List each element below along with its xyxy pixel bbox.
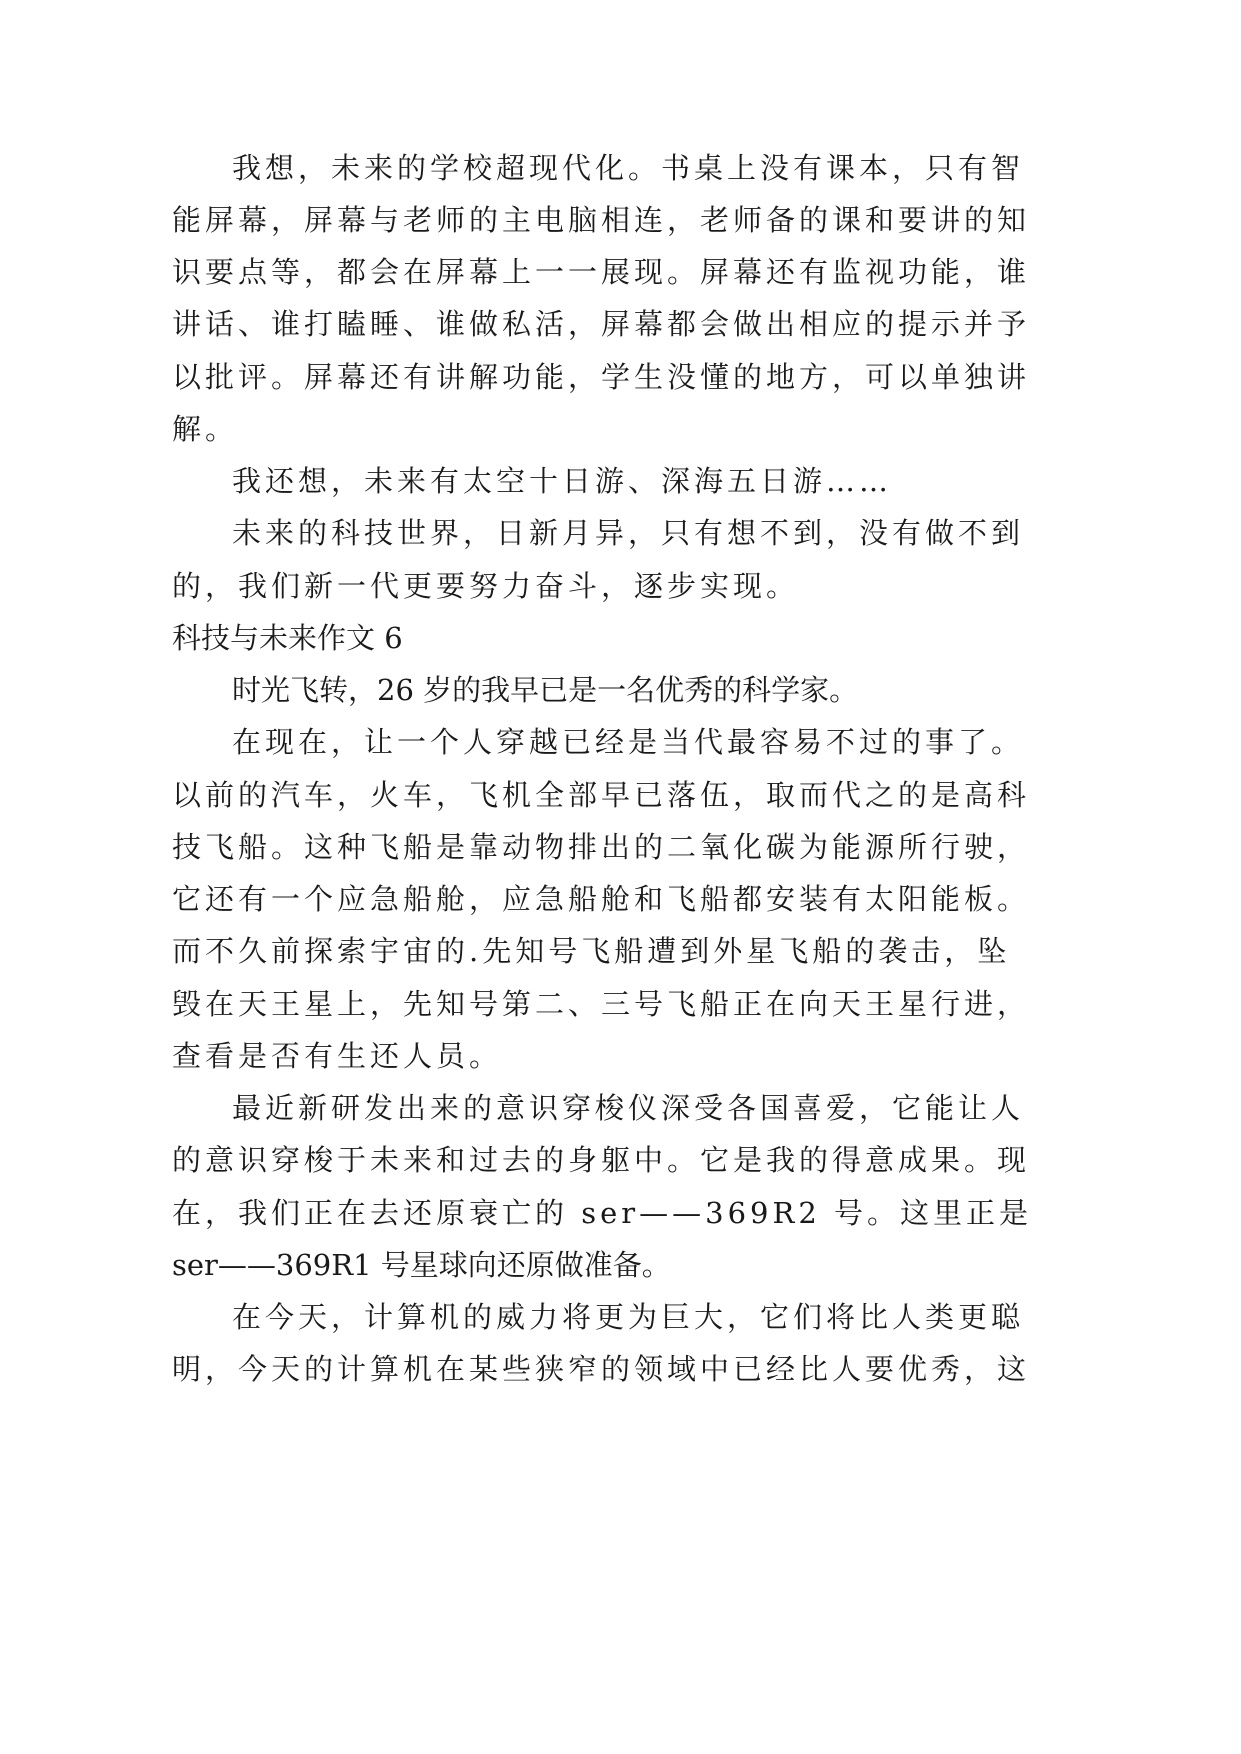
paragraph-6-line-3: 在，我们正在去还原衰亡的 ser——369R2 号。这里正是 — [172, 1196, 1032, 1230]
paragraph-5-line-7: 查看是否有生还人员。 — [172, 1039, 503, 1073]
paragraph-5-line-1: 在现在，让一个人穿越已经是当代最容易不过的事了。 — [232, 725, 1025, 759]
paragraph-1-line-6: 解。 — [172, 412, 239, 446]
paragraph-1-line-2: 能屏幕，屏幕与老师的主电脑相连，老师备的课和要讲的知 — [172, 203, 1031, 237]
paragraph-1-line-3: 识要点等，都会在屏幕上一一展现。屏幕还有监视功能，谁 — [172, 255, 1031, 289]
paragraph-5-line-5: 而不久前探索宇宙的.先知号飞船遭到外星飞船的袭击，坠 — [172, 934, 1011, 968]
paragraph-1-line-5: 以批评。屏幕还有讲解功能，学生没懂的地方，可以单独讲 — [172, 360, 1031, 394]
paragraph-6-line-1: 最近新研发出来的意识穿梭仪深受各国喜爱，它能让人 — [232, 1091, 1025, 1125]
paragraph-5-line-3: 技飞船。这种飞船是靠动物排出的二氧化碳为能源所行驶， — [172, 830, 1031, 864]
paragraph-1-line-4: 讲话、谁打瞌睡、谁做私活，屏幕都会做出相应的提示并予 — [172, 307, 1031, 341]
paragraph-3-line-2: 的，我们新一代更要努力奋斗，逐步实现。 — [172, 569, 800, 603]
paragraph-6-line-4: ser——369R1 号星球向还原做准备。 — [172, 1248, 671, 1282]
paragraph-2-line-1: 我还想，未来有太空十日游、深海五日游…… — [232, 464, 893, 498]
paragraph-7-line-1: 在今天，计算机的威力将更为巨大，它们将比人类更聪 — [232, 1300, 1025, 1334]
paragraph-5-line-4: 它还有一个应急船舱，应急船舱和飞船都安装有太阳能板。 — [172, 882, 1031, 916]
paragraph-3-line-1: 未来的科技世界，日新月异，只有想不到，没有做不到 — [232, 516, 1025, 550]
paragraph-6-line-2: 的意识穿梭于未来和过去的身躯中。它是我的得意成果。现 — [172, 1143, 1031, 1177]
paragraph-1-line-1: 我想，未来的学校超现代化。书桌上没有课本，只有智 — [232, 151, 1025, 185]
paragraph-5-line-6: 毁在天王星上，先知号第二、三号飞船正在向天王星行进， — [172, 987, 1031, 1021]
paragraph-4-line-1: 时光飞转，26 岁的我早已是一名优秀的科学家。 — [232, 673, 859, 707]
paragraph-7-line-2: 明，今天的计算机在某些狭窄的领域中已经比人要优秀，这 — [172, 1352, 1031, 1386]
paragraph-5-line-2: 以前的汽车，火车，飞机全部早已落伍，取而代之的是高科 — [172, 778, 1031, 812]
section-heading: 科技与未来作文 6 — [172, 621, 403, 655]
